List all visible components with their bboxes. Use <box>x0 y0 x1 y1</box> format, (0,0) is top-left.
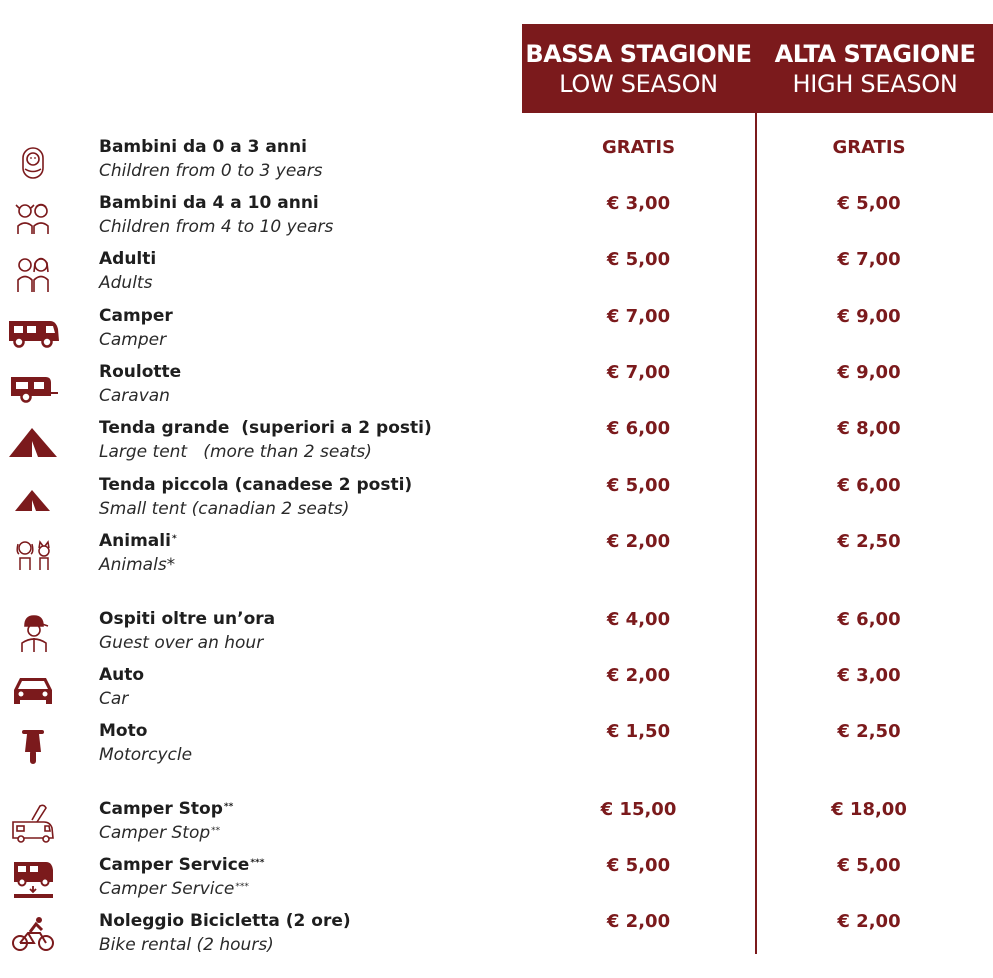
high-season-price: € 9,00 <box>837 362 901 383</box>
item-name-it: Bambini da 0 a 3 anni <box>99 137 307 157</box>
price-row-caravan <box>0 361 993 413</box>
low-season-price: € 5,00 <box>606 475 671 496</box>
item-name-en: Children from 0 to 3 years <box>99 161 323 181</box>
price-row-motorcycle <box>0 720 993 772</box>
low-season-price: € 2,00 <box>606 665 671 686</box>
high-season-price: € 2,50 <box>837 531 901 552</box>
item-name-en: Adults <box>99 273 153 293</box>
item-name-it: Moto <box>99 721 148 741</box>
high-season-price: € 18,00 <box>831 799 907 820</box>
price-row-camper-service <box>0 854 993 906</box>
high-season-price: GRATIS <box>832 137 906 158</box>
price-row-camper-stop <box>0 798 993 850</box>
camper-stop-icon <box>6 800 60 844</box>
price-row-baby <box>0 136 993 188</box>
low-season-price: GRATIS <box>601 137 676 158</box>
children-icon <box>6 194 60 238</box>
high-season-price: € 3,00 <box>837 665 901 686</box>
item-name-it: Camper Stop** <box>99 799 234 819</box>
item-name-en: Camper Stop** <box>99 823 221 843</box>
item-name-it: Animali* <box>99 531 177 551</box>
item-name-en: Children from 4 to 10 years <box>99 217 334 237</box>
price-row-small-tent <box>0 474 993 526</box>
high-season-subtitle: HIGH SEASON <box>792 69 958 98</box>
motorcycle-icon <box>6 722 60 766</box>
price-row-guest <box>0 608 993 660</box>
price-row-pets <box>0 530 993 582</box>
item-name-it: Camper <box>99 306 173 326</box>
low-season-subtitle: LOW SEASON <box>559 69 718 98</box>
high-season-price: € 5,00 <box>837 855 901 876</box>
baby-icon <box>6 138 60 182</box>
item-name-en: Camper <box>99 330 167 350</box>
item-name-it: Camper Service*** <box>99 855 265 875</box>
item-name-en: Bike rental (2 hours) <box>99 935 274 955</box>
high-season-price: € 2,50 <box>837 721 901 742</box>
low-season-title: BASSA STAGIONE <box>525 39 752 68</box>
item-name-en: Small tent (canadian 2 seats) <box>99 499 350 519</box>
price-row-car <box>0 664 993 716</box>
low-season-price: € 4,00 <box>606 609 671 630</box>
high-season-price: € 6,00 <box>837 475 901 496</box>
item-name-en: Animals* <box>99 555 176 575</box>
price-row-camper <box>0 305 993 357</box>
low-season-header <box>522 24 755 113</box>
adults-icon <box>6 250 60 294</box>
low-season-price: € 15,00 <box>600 799 677 820</box>
low-season-price: € 5,00 <box>606 855 671 876</box>
item-name-en: Car <box>99 689 129 709</box>
price-row-adults <box>0 248 993 300</box>
bike-icon <box>6 912 60 956</box>
high-season-price: € 6,00 <box>837 609 901 630</box>
low-season-price: € 1,50 <box>606 721 671 742</box>
item-name-en: Camper Service*** <box>99 879 249 899</box>
item-name-it: Tenda grande (superiori a 2 posti) <box>99 418 432 438</box>
item-name-en: Large tent (more than 2 seats) <box>99 442 372 462</box>
car-icon <box>6 666 60 710</box>
item-name-it: Ospiti oltre un’ora <box>99 609 276 629</box>
low-season-price: € 5,00 <box>606 249 671 270</box>
low-season-price: € 3,00 <box>606 193 671 214</box>
price-row-children <box>0 192 993 244</box>
high-season-price: € 2,00 <box>837 911 901 932</box>
high-season-price: € 8,00 <box>837 418 901 439</box>
large-tent-icon <box>6 419 60 463</box>
high-season-price: € 5,00 <box>837 193 901 214</box>
low-season-price: € 7,00 <box>606 362 671 383</box>
guest-icon <box>6 610 60 654</box>
item-name-it: Bambini da 4 a 10 anni <box>99 193 319 213</box>
item-name-en: Motorcycle <box>99 745 193 765</box>
low-season-price: € 2,00 <box>606 531 671 552</box>
camper-icon <box>6 307 60 351</box>
caravan-icon <box>6 363 60 407</box>
high-season-price: € 7,00 <box>837 249 901 270</box>
high-season-title: ALTA STAGIONE <box>774 39 976 68</box>
item-name-it: Noleggio Bicicletta (2 ore) <box>99 911 351 931</box>
low-season-price: € 6,00 <box>606 418 671 439</box>
item-name-en: Caravan <box>99 386 170 406</box>
item-name-en: Guest over an hour <box>99 633 264 653</box>
low-season-price: € 2,00 <box>606 911 671 932</box>
item-name-it: Adulti <box>99 249 157 269</box>
low-season-price: € 7,00 <box>606 306 671 327</box>
price-row-bike <box>0 910 993 962</box>
camper-service-icon <box>6 856 60 900</box>
price-row-large-tent <box>0 417 993 469</box>
high-season-header <box>757 24 993 113</box>
item-name-it: Auto <box>99 665 145 685</box>
high-season-price: € 9,00 <box>837 306 901 327</box>
pets-icon <box>6 532 60 576</box>
small-tent-icon <box>6 476 60 520</box>
item-name-it: Tenda piccola (canadese 2 posti) <box>99 475 413 495</box>
item-name-it: Roulotte <box>99 362 182 382</box>
